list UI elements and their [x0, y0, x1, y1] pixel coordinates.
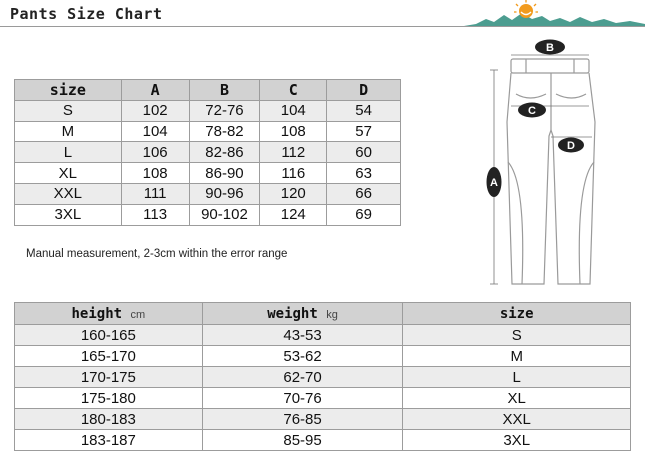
column-header-unit: cm: [130, 308, 146, 321]
table-row: [15, 409, 631, 430]
cell-d: 63: [327, 163, 401, 184]
marker-label-c: C: [528, 105, 536, 117]
cell-c: 124: [260, 204, 327, 225]
cell-height: 165-170: [15, 346, 203, 367]
marker-label-b: B: [546, 42, 554, 54]
size-measurement-table: [14, 79, 401, 226]
cell-height: 170-175: [15, 367, 203, 388]
column-header-size: size: [15, 80, 122, 101]
cell-height: 175-180: [15, 388, 203, 409]
cell-d: 57: [327, 121, 401, 142]
table-row: [15, 121, 401, 142]
table-row: [15, 388, 631, 409]
cell-c: 104: [260, 100, 327, 121]
cell-size: S: [15, 100, 122, 121]
cell-size: XXL: [403, 409, 631, 430]
cell-a: 106: [121, 142, 189, 163]
cell-weight: 53-62: [202, 346, 403, 367]
table-row: [15, 325, 631, 346]
measure-marker-d: [558, 138, 584, 153]
cell-c: 112: [260, 142, 327, 163]
cell-size: L: [15, 142, 122, 163]
pants-outline-icon: [507, 59, 595, 284]
header-divider: [0, 26, 645, 27]
column-header-label: weight: [267, 305, 318, 322]
column-header-label: height: [71, 305, 123, 322]
column-header-size: [403, 303, 631, 325]
cell-height: 183-187: [15, 430, 203, 451]
cell-d: 69: [327, 204, 401, 225]
cell-b: 78-82: [189, 121, 260, 142]
cell-d: 60: [327, 142, 401, 163]
cell-d: 66: [327, 183, 401, 204]
cell-size: 3XL: [403, 430, 631, 451]
column-header-b: B: [189, 80, 260, 101]
table-row: [15, 100, 401, 121]
cell-b: 90-96: [189, 183, 260, 204]
mountain-range-icon: [458, 13, 645, 27]
table-row: [15, 430, 631, 451]
cell-b: 86-90: [189, 163, 260, 184]
table-row: [15, 142, 401, 163]
cell-size: L: [403, 367, 631, 388]
cell-a: 111: [121, 183, 189, 204]
cell-weight: 62-70: [202, 367, 403, 388]
cell-size: XXL: [15, 183, 122, 204]
cell-b: 82-86: [189, 142, 260, 163]
cell-d: 54: [327, 100, 401, 121]
marker-label-a: A: [490, 177, 498, 189]
column-header-a: A: [121, 80, 189, 101]
cell-c: 108: [260, 121, 327, 142]
sun-icon: [519, 4, 533, 18]
column-header-weight: [202, 303, 403, 325]
table-row: [15, 346, 631, 367]
cell-size: S: [403, 325, 631, 346]
cell-weight: 76-85: [202, 409, 403, 430]
table-row: [15, 183, 401, 204]
cell-size: XL: [403, 388, 631, 409]
cell-a: 104: [121, 121, 189, 142]
measurement-note: Manual measurement, 2-3cm within the error range: [26, 248, 288, 260]
marker-label-d: D: [567, 140, 575, 152]
column-header-unit: kg: [326, 308, 338, 321]
column-header-c: C: [260, 80, 327, 101]
table-row: [15, 367, 631, 388]
cell-height: 160-165: [15, 325, 203, 346]
cell-weight: 70-76: [202, 388, 403, 409]
cell-a: 113: [121, 204, 189, 225]
column-header-height: [15, 303, 203, 325]
cell-weight: 85-95: [202, 430, 403, 451]
table-row: [15, 204, 401, 225]
measure-lines: [490, 55, 592, 284]
table-row: [15, 163, 401, 184]
column-header-d: D: [327, 80, 401, 101]
cell-c: 120: [260, 183, 327, 204]
cell-weight: 43-53: [202, 325, 403, 346]
cell-size: M: [403, 346, 631, 367]
measure-marker-b: [535, 40, 565, 55]
pants-measurement-diagram: [478, 32, 628, 292]
cell-size: XL: [15, 163, 122, 184]
fit-table-header-row: [15, 303, 631, 325]
cell-size: M: [15, 121, 122, 142]
size-table-header-row: [15, 80, 401, 101]
page-title: Pants Size Chart: [10, 5, 163, 23]
cell-a: 108: [121, 163, 189, 184]
cell-b: 72-76: [189, 100, 260, 121]
cell-height: 180-183: [15, 409, 203, 430]
measure-marker-c: [518, 103, 546, 118]
fit-recommendation-table: [14, 302, 631, 451]
column-header-label: size: [499, 305, 534, 322]
measure-marker-a: [487, 167, 502, 197]
cell-c: 116: [260, 163, 327, 184]
cell-a: 102: [121, 100, 189, 121]
cell-size: 3XL: [15, 204, 122, 225]
cell-b: 90-102: [189, 204, 260, 225]
